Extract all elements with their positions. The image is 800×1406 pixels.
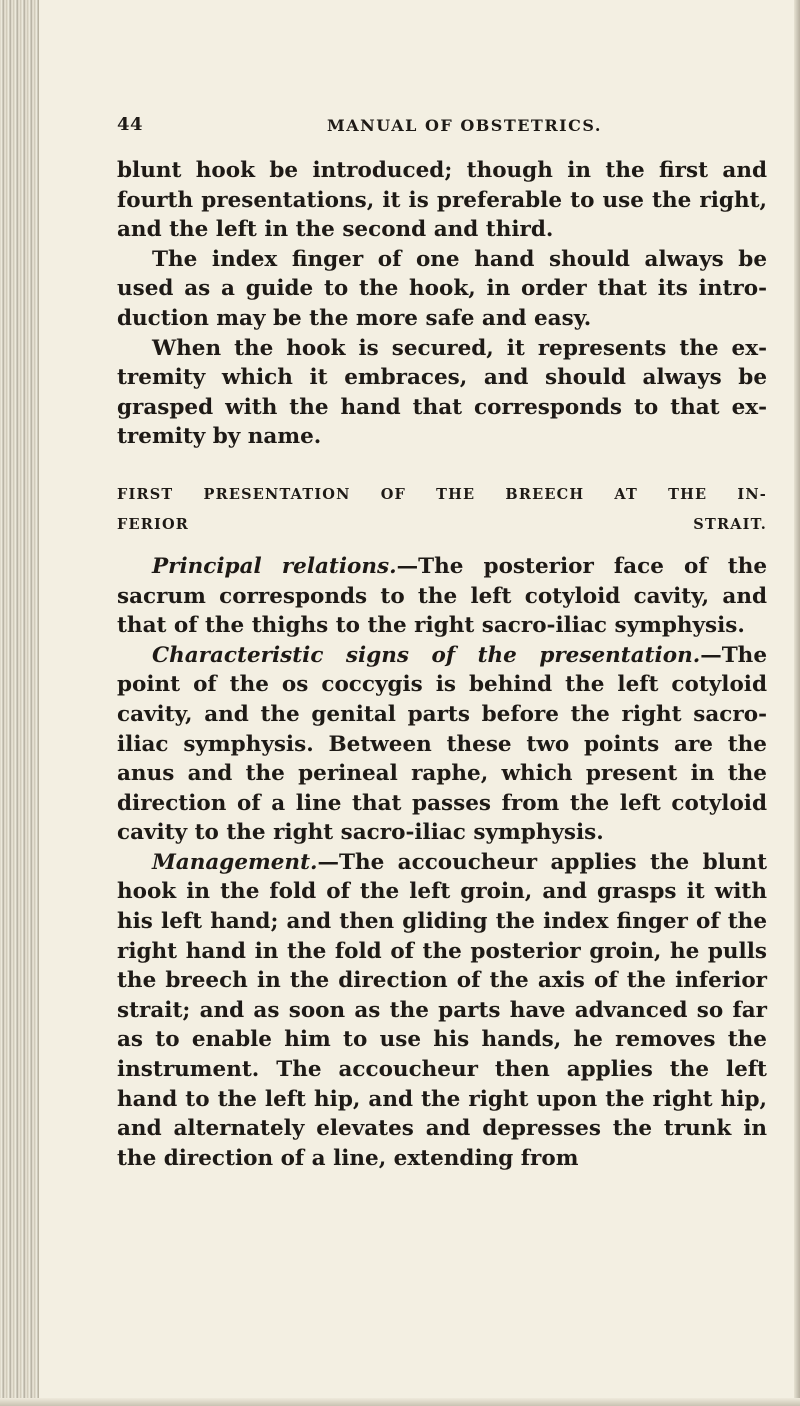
- characteristic-signs-label: Characteristic signs of the presentation.: [152, 642, 701, 668]
- paragraph-continuation: blunt hook be introduced; though in the first and fourth presentations, it is preferable to use the right, and the left in the second and third.: [117, 158, 767, 243]
- principal-relations-label: Principal relations.: [152, 553, 397, 579]
- section-heading-line2: FERIOR STRAIT.: [117, 515, 767, 533]
- page-number: 44: [117, 114, 144, 135]
- running-head: [117, 114, 767, 138]
- page-bottom-edge: [0, 1398, 800, 1406]
- management-text: —The accoucheur applies the blunt hook in the fold of the left groin, and grasps it with his left hand; and then gliding the index finger of the right hand in the fold of the posterior groin, he pulls the breech in the direction of the axis of the inferior strait; and as soon as the parts have advanced so far as to enable him to use his hands, he removes the instrument. The accoucheur then applies the left hand to the left hip, and the right upon the right hip, and alternately elevates and depresses the trunk in the direction of a line, extending from: [117, 849, 767, 1171]
- section-heading-line1: FIRST PRESENTATION OF THE BREECH AT THE IN-: [117, 485, 767, 503]
- paragraph-characteristic-signs: [117, 641, 767, 848]
- paragraph-management: [117, 848, 767, 1174]
- page-body: [117, 156, 767, 1173]
- management-label: Management.: [152, 849, 318, 875]
- characteristic-signs-text: —The point of the os coccygis is behind the left cotyloid cavity, and the genital parts before the right sacroiliac symphysis. Between these two points are the anus and the perineal raphe, which present in the direction of a line that passes from the left cotyloid cavity to the right sacro-iliac symphysis.: [117, 642, 767, 846]
- paragraph-index-finger: The index finger of one hand should always be used as a guide to the hook, in order that its introduction may be the more safe and easy.: [117, 246, 767, 331]
- page-right-edge: [794, 0, 800, 1406]
- principal-relations-text: —The posterior face of the sacrum corresponds to the left cotyloid cavity, and that of the thighs to the right sacro-iliac symphysis.: [117, 553, 767, 639]
- book-binding-edge: [0, 0, 39, 1406]
- paragraph-principal-relations: [117, 552, 767, 641]
- running-title: MANUAL OF OBSTETRICS.: [327, 116, 602, 135]
- paragraph-hook-secured: When the hook is secured, it represents the extremity which it embraces, and should always be grasped with the hand that corresponds to that extremity by name.: [117, 335, 767, 450]
